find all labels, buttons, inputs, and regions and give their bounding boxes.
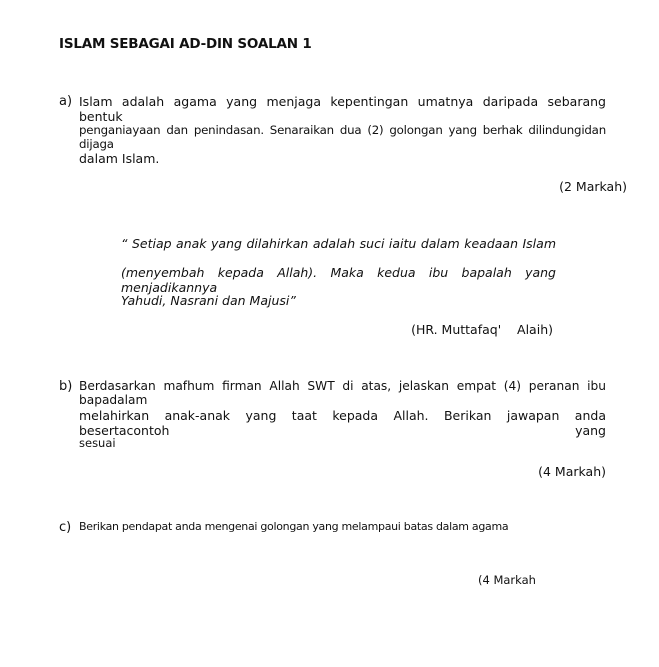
page-title: ISLAM SEBAGAI AD-DIN SOALAN 1 [59, 36, 312, 52]
question-c-marks: (4 Markah [478, 573, 536, 587]
question-a-label: a) [59, 94, 73, 109]
hadith-line-3: Yahudi, Nasrani dan Majusi” [121, 293, 296, 308]
question-a-line-3: dalam Islam. [79, 151, 160, 166]
question-a-line-1: Islam adalah agama yang menjaga kepentingan umatnya daripada sebarang bentuk [79, 94, 606, 124]
question-a-line-2: penganiayaan dan penindasan. Senaraikan dua (2) golongan yang berhak dilindungidan dijaga [79, 123, 606, 151]
question-b-line-1: Berdasarkan mafhum firman Allah SWT di atas, jelaskan empat (4) peranan ibu bapadalam [79, 379, 606, 407]
question-c-line-1: Berikan pendapat anda mengenai golongan yang melampaui batas dalam agama [79, 520, 509, 533]
hadith-line-1: “ Setiap anak yang dilahirkan adalah suci iaitu dalam keadaan Islam [121, 236, 556, 251]
hadith-line-2: (menyembah kepada Allah). Maka kedua ibu bapalah yang menjadikannya [121, 265, 556, 295]
hadith-source: (HR. Muttafaq' Alaih) [411, 322, 553, 337]
question-a-marks: (2 Markah) [559, 179, 627, 194]
question-b-line-2: melahirkan anak-anak yang taat kepada Allah. Berikan jawapan anda besertacontoh yang [79, 408, 606, 438]
question-c-label: c) [59, 520, 72, 535]
question-b-line-3: sesuai [79, 436, 116, 450]
question-b-marks: (4 Markah) [538, 464, 606, 479]
question-b-label: b) [59, 379, 73, 394]
